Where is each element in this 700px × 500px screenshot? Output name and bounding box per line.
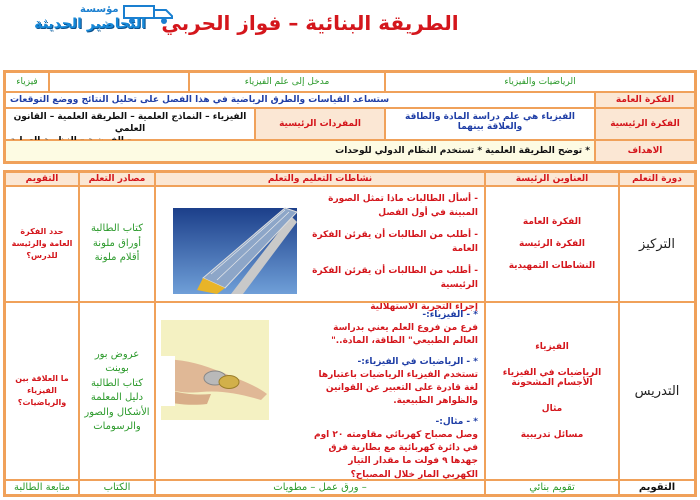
teach-act-1-title: * - الفيزياء:- (422, 310, 478, 320)
lesson-table (3, 170, 697, 497)
focus-source-3: أقلام ملونة (94, 252, 140, 264)
info-table (3, 70, 697, 164)
focus-heading-3: النشاطات التمهيدية (508, 261, 596, 271)
main-terms-value (5, 108, 255, 140)
teach-headings (485, 302, 619, 480)
general-idea-label: الفكرة العامة (595, 92, 695, 108)
teach-act-2-body: تستخدم الفيزياء الرياضيات باعتبارها لغة قادرة على التعبير عن القوانين والظواهر الطبيعية. (318, 370, 478, 407)
focus-activity-2: - أطلب من الطالبات أن يقرئن الفكرة العامة (312, 229, 478, 254)
hand-coins-image (161, 320, 269, 420)
teach-act-2 (314, 356, 478, 408)
header-activities: نشاطات التعليم والتعلم (155, 172, 485, 186)
header-evaluation: التقويم (5, 172, 79, 186)
focus-source-1: كتاب الطالبة (91, 223, 143, 235)
focus-activity-3: - أطلب من الطالبات أن يقرئن الفكرة الرئيسية (312, 265, 478, 290)
objectives-label: الاهداف (595, 140, 695, 162)
teach-source-1: عروض بور (94, 348, 140, 360)
focus-activity-4: إجراء التجربة الاستهلالية (370, 301, 478, 312)
main-idea-value: الفيزياء هي علم دراسة المادة والطاقة والعلاقة بينهما (385, 108, 595, 140)
focus-heading-1: الفكرة العامة (522, 217, 582, 227)
footer-label: التقويم (619, 480, 695, 495)
teach-source-6: والرسومات (93, 421, 141, 432)
teach-heading-4: مسائل تدريبية (520, 430, 584, 440)
teach-act-3-body: وصل مصباح كهربائي مقاومته ٢٠ اوم في دائرة كهربائية مع بطارية فرق جهدها ٩ فولت ما مقدار التيار الكهربي المار خلال المصباح؟ (313, 430, 478, 480)
general-idea-value: ستساعد القياسات والطرق الرياضية في هذا الفصل على تحليل النتائج ووضع التوقعات (5, 92, 595, 108)
teach-act-3-title: * - مثال:- (435, 417, 478, 428)
focus-heading-2: الفكرة الرئيسة (519, 239, 585, 249)
objectives-value: * توضح الطريقة العلمية * تستخدم النظام الدولي للوحدات (5, 140, 595, 162)
main-terms-label: المفردات الرئيسية (255, 108, 385, 140)
page-title: الطريقة البنائية – فواز الحربي (161, 11, 459, 35)
teach-act-3 (314, 416, 478, 481)
teach-source-2: بوينت (105, 363, 129, 374)
main-terms-line-1: الفيزياء – النماذج العلمية – الطريقة العلمية – القانون العلمي (13, 112, 247, 135)
lesson-cell: فيزياء (5, 72, 49, 92)
footer-type: تقويم بنائي (485, 480, 619, 495)
teach-sources (79, 302, 155, 480)
teach-act-2-title: * - الرياضيات في الفيزياء:- (357, 357, 478, 368)
blank-cell-1 (49, 72, 189, 92)
focus-evaluation: حدد الفكرة العامة والرئيسة للدرس؟ (5, 186, 79, 302)
focus-activity-1: - أسأل الطالبات ماذا تمثل الصورة المبينة في أول الفصل (328, 194, 478, 218)
logo-top-text: مؤسسة (80, 4, 119, 15)
teach-heading-1: الفيزياء (535, 342, 569, 352)
header-headings: العناوين الرئيسة (485, 172, 619, 186)
unit-cell: مدخل إلى علم الفيزياء (189, 72, 385, 92)
header-sources: مصادر التعلم (79, 172, 155, 186)
teach-source-5: الأشكال والصور (84, 406, 150, 418)
logo-name: التحاضير الحديثة (34, 16, 146, 32)
footer-tools: – ورق عمل – مطويات (155, 480, 485, 495)
stage-teach: التدريس (619, 302, 695, 480)
footer-source: الكتاب (79, 480, 155, 495)
teach-source-4: دليل المعلمة (90, 392, 144, 403)
focus-source-2: أوراق ملونة (92, 237, 142, 249)
solar-panel-image (173, 208, 297, 294)
teach-heading-2: الرياضيات في الفيزياء الأجسام المشحونة (502, 368, 602, 388)
teach-source-3: كتاب الطالبة (91, 377, 143, 389)
teach-act-1 (314, 309, 478, 348)
stage-focus: التركيز (619, 186, 695, 302)
teach-heading-3: مثال (541, 404, 563, 414)
focus-headings (485, 186, 619, 302)
subject-cell: الرياضيات والفيزياء (385, 72, 695, 92)
focus-sources (79, 186, 155, 302)
main-idea-label: الفكرة الرئيسية (595, 108, 695, 140)
header-cycle: دورة التعلم (619, 172, 695, 186)
footer-eval: متابعة الطالبة (5, 480, 79, 495)
teach-evaluation: ما العلاقة بين الفيزياء والرياضيات؟ (5, 302, 79, 480)
teach-act-1-body: فرع من فروع العلم يعني بدراسة العالم الطبيعي" الطاقة، المادة.." (331, 323, 478, 347)
